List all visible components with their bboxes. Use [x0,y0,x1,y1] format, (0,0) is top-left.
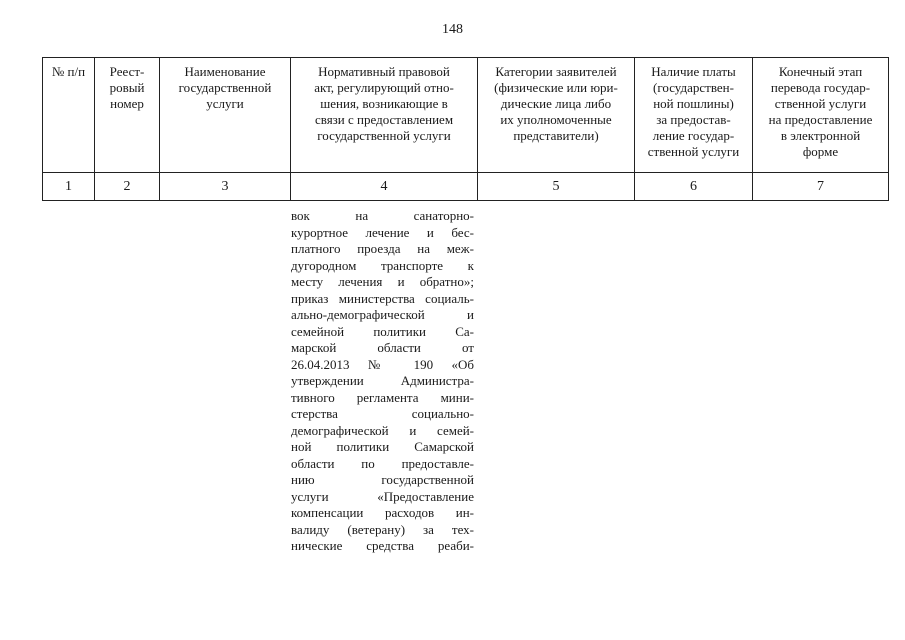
header-line: Категории заявителей [495,64,617,79]
header-cell-final-stage [753,58,889,173]
header-line: связи с предоставлением [314,112,454,127]
legal-act-continuation-text [291,208,474,555]
text-line: марской области от [291,340,474,355]
text-line: месту лечения и обратно»; [291,274,474,289]
header-line: государственной [178,80,272,95]
header-line: Конечный этап [778,64,863,79]
header-line: услуги [206,96,244,111]
header-cell-applicant-categories [478,58,635,173]
table-cell: 2 [95,173,160,201]
text-line: демографической и семей- [291,422,474,438]
text-line: приказ министерства социаль- [291,290,474,306]
text-line: вок на санаторно- [291,208,474,223]
table-numbers-row [43,173,889,201]
header-line: на предоставление [768,112,873,127]
text-line: курортное лечение и бес- [291,224,474,240]
header-line: государственной услуги [317,128,451,143]
header-line: номер [110,96,144,111]
header-line: ление государ- [652,128,735,143]
text-line: услуги «Предоставление [291,488,474,504]
header-line: Реест- [109,64,145,79]
header-cell-service-name [160,58,291,173]
text-line: платного проезда на меж- [291,241,474,256]
header-line: акт, регулирующий отно- [314,80,454,95]
text-line: нию государственной [291,472,474,487]
text-line: ной политики Самарской [291,439,474,454]
header-line: дические лица либо [500,96,612,111]
text-line: области по предоставле- [291,455,474,471]
header-line: Нормативный правовой [318,64,450,79]
header-line: форме [802,144,839,159]
text-line: дугородном транспорте к [291,257,474,273]
header-line: шения, возникающие в [320,96,448,111]
text-line: 26.04.2013 № 190 «Об [291,356,474,372]
header-line: ной пошлины) [653,96,734,111]
header-cell-number [43,58,95,173]
text-line: стерства социально- [291,406,474,421]
text-line: тивного регламента мини- [291,389,474,405]
header-line: в электронной [780,128,861,143]
header-line: ровый [109,80,145,95]
table-cell: 7 [753,173,889,201]
header-line: Наименование [184,64,266,79]
header-cell-legal-act [291,58,478,173]
header-line: перевода государ- [770,80,871,95]
header-line: ственной услуги [647,144,740,159]
header-line: № п/п [51,64,86,79]
text-line: семейной политики Са- [291,323,474,339]
header-cell-registry-number [95,58,160,173]
header-cell-fee [635,58,753,173]
table-cell: 6 [635,173,753,201]
header-line: (государствен- [653,80,734,95]
text-line: утверждении Администра- [291,373,474,388]
table-cell: 5 [478,173,635,201]
text-line: валиду (ветерану) за тех- [291,521,474,537]
text-line: нические средства реаби- [291,538,474,553]
table-cell: 3 [160,173,291,201]
table-cell: 1 [43,173,95,201]
table-cell: 4 [291,173,478,201]
header-line: их уполномоченные [500,112,612,127]
services-table [42,57,889,201]
header-line: (физические или юри- [494,80,618,95]
text-line: ально-демографической и [291,307,474,322]
header-line: за предостав- [656,112,731,127]
header-line: представители) [513,128,599,143]
table-header-row [43,58,889,173]
text-line: компенсации расходов ин- [291,505,474,520]
header-line: Наличие платы [651,64,736,79]
page-number: 148 [442,22,463,37]
header-line: ственной услуги [774,96,867,111]
